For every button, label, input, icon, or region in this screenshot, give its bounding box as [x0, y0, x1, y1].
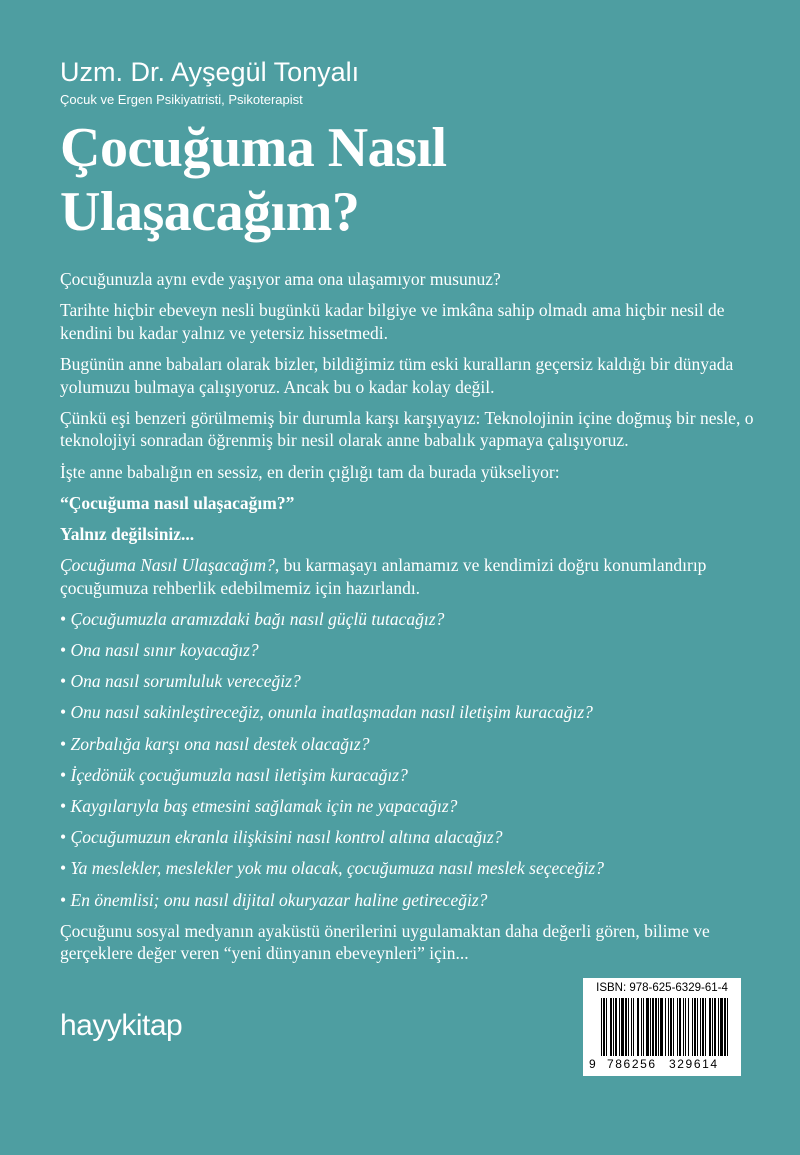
- paragraph-2: Tarihte hiçbir ebeveyn nesli bugünkü kadar bilgiye ve imkâna sahip olmadı ama hiçbir nesil de kendini bu kadar yalnız ve yetersiz hissetmedi.: [60, 300, 725, 343]
- barcode-bar: [673, 998, 674, 1056]
- barcode-bar: [619, 998, 620, 1056]
- barcode-bar: [615, 998, 617, 1056]
- question-text: Ona nasıl sınır koyacağız?: [70, 640, 259, 661]
- list-item: [60, 795, 780, 818]
- question-text: Çocuğumuzla aramızdaki bağı nasıl güçlü tutacağız?: [70, 608, 445, 629]
- question-text: Onu nasıl sakinleştireceğiz, onunla inatlaşmadan nasıl iletişim kuracağız?: [70, 702, 593, 723]
- barcode-bar: [709, 998, 711, 1056]
- paragraph-6: [60, 554, 780, 599]
- bullet: •: [60, 796, 67, 816]
- list-item: [60, 889, 780, 912]
- barcode-bar: [668, 998, 669, 1056]
- author-name: Uzm. Dr. Ayşegül Tonyalı: [60, 57, 360, 87]
- barcode-digits-left: 786256: [607, 1057, 657, 1071]
- barcode-bar: [621, 998, 624, 1056]
- barcode-bar: [625, 998, 627, 1056]
- paragraph-3: Bugünün anne babaları olarak bizler, bildiğimiz tüm eski kuralların geçersiz kaldığı bir dünyada yolumuzu bulmaya çalışıyoruz. Ancak bu o kadar kolay değil.: [60, 353, 734, 397]
- bullet: •: [60, 889, 67, 910]
- barcode-bar: [665, 998, 666, 1056]
- question-text: En önemlisi; onu nasıl dijital okuryazar haline getireceğiz?: [70, 889, 488, 910]
- paragraph-1: Çocuğunuzla aynı evde yaşıyor ama ona ulaşamıyor musunuz?: [60, 269, 501, 289]
- barcode-bar: [714, 998, 716, 1056]
- book-title: [60, 116, 760, 244]
- book-title-inline: Çocuğuma Nasıl Ulaşacağım?: [60, 555, 275, 576]
- barcode-bar: [712, 998, 713, 1056]
- bullet: •: [60, 702, 67, 723]
- barcode-bar: [685, 998, 686, 1056]
- barcode-bar: [650, 998, 651, 1056]
- barcode-bar: [613, 998, 614, 1056]
- back-cover-text: [60, 268, 780, 974]
- question-text: Kaygılarıyla baş etmesini sağlamak için ne yapacağız?: [70, 796, 458, 816]
- list-item: [60, 857, 780, 880]
- barcode-bar: [677, 998, 678, 1056]
- not-alone: Yalnız değilsiniz...: [60, 523, 195, 544]
- barcode-bar: [705, 998, 706, 1056]
- barcode-bar: [694, 998, 696, 1056]
- list-item: [60, 733, 780, 756]
- barcode-bar: [670, 998, 672, 1056]
- barcode-bar: [603, 998, 605, 1056]
- barcode-bar: [641, 998, 642, 1056]
- barcode-bar: [660, 998, 663, 1056]
- barcode-bar: [643, 998, 644, 1056]
- isbn-label: ISBN: 978-625-6329-61-4: [596, 982, 728, 994]
- barcode-bar: [697, 998, 698, 1056]
- barcode-graphic: [589, 998, 735, 1060]
- question-text: Ya meslekler, meslekler yok mu olacak, çocuğumuza nasıl meslek seçeceğiz?: [70, 858, 604, 879]
- question-text: İçedönük çocuğumuzla nasıl iletişim kuracağız?: [70, 764, 408, 785]
- barcode-bar: [679, 998, 681, 1056]
- paragraph-5: İşte anne babalığın en sessiz, en derin çığlığı tam da burada yükseliyor:: [60, 461, 560, 482]
- list-item: [60, 764, 780, 787]
- barcode-bar: [718, 998, 719, 1056]
- closing-paragraph: Çocuğunu sosyal medyanın ayaküstü önerilerini uygulamaktan daha değerli gören, bilime ve gerçeklere değer veren “yeni dünyanın ebeveynleri” için...: [60, 920, 710, 964]
- barcode-box: [583, 978, 741, 1076]
- barcode-bar: [633, 998, 634, 1056]
- barcode-bar: [702, 998, 704, 1056]
- barcode-bar: [646, 998, 649, 1056]
- question-text: Ona nasıl sorumluluk vereceğiz?: [70, 671, 301, 692]
- barcode-bar: [658, 998, 659, 1056]
- title-line-1: Çocuğuma Nasıl: [60, 117, 447, 179]
- bullet: •: [60, 608, 67, 629]
- paragraph-4: Çünkü eşi benzeri görülmemiş bir durumla karşı karşıyayız: Teknolojinin içine doğmuş bir nesle, o teknolojiyi sonradan öğrenmiş bir nesil olarak anne babalık yapmaya çalışıyoruz.: [60, 407, 754, 451]
- bullet: •: [60, 827, 67, 848]
- barcode-digits-right: 329614: [669, 1057, 719, 1071]
- bullet: •: [60, 764, 67, 785]
- barcode-bar: [610, 998, 612, 1056]
- barcode-bar: [652, 998, 654, 1056]
- barcode-bar: [628, 998, 629, 1056]
- barcode-bar: [724, 998, 726, 1056]
- list-item: [60, 608, 780, 631]
- list-item: [60, 670, 780, 693]
- bullet: •: [60, 640, 67, 661]
- barcode-bar: [631, 998, 632, 1056]
- barcode-bar: [692, 998, 693, 1056]
- paragraph-6-rest: , bu karmaşayı anlamamız ve kendimizi doğru konumlandırıp çocuğumuza rehberlik edebilmemiz için hazırlandı.: [60, 555, 707, 598]
- bullet: •: [60, 671, 67, 692]
- barcode-digit-first: 9: [589, 1057, 596, 1071]
- list-item: [60, 701, 780, 724]
- barcode-bar: [700, 998, 701, 1056]
- author-role: Çocuk ve Ergen Psikiyatristi, Psikoterapist: [60, 92, 303, 107]
- question-text: Çocuğumuzun ekranla ilişkisini nasıl kontrol altına alacağız?: [70, 827, 503, 848]
- barcode-bar: [655, 998, 657, 1056]
- list-item: [60, 826, 780, 849]
- bullet: •: [60, 858, 67, 879]
- barcode-bar: [683, 998, 684, 1056]
- bullet: •: [60, 733, 67, 754]
- quote: “Çocuğuma nasıl ulaşacağım?”: [60, 492, 295, 513]
- publisher-logo: hayykitap: [60, 1009, 183, 1042]
- question-text: Zorbalığa karşı ona nasıl destek olacağız?: [70, 733, 370, 754]
- barcode-bar: [688, 998, 689, 1056]
- barcode-bar: [637, 998, 639, 1056]
- list-item: [60, 639, 780, 662]
- question-list: [60, 608, 780, 911]
- barcode-bar: [727, 998, 728, 1056]
- barcode-bar: [601, 998, 602, 1056]
- barcode-bar: [720, 998, 723, 1056]
- title-line-2: Ulaşacağım?: [60, 181, 360, 243]
- barcode-bar: [606, 998, 607, 1056]
